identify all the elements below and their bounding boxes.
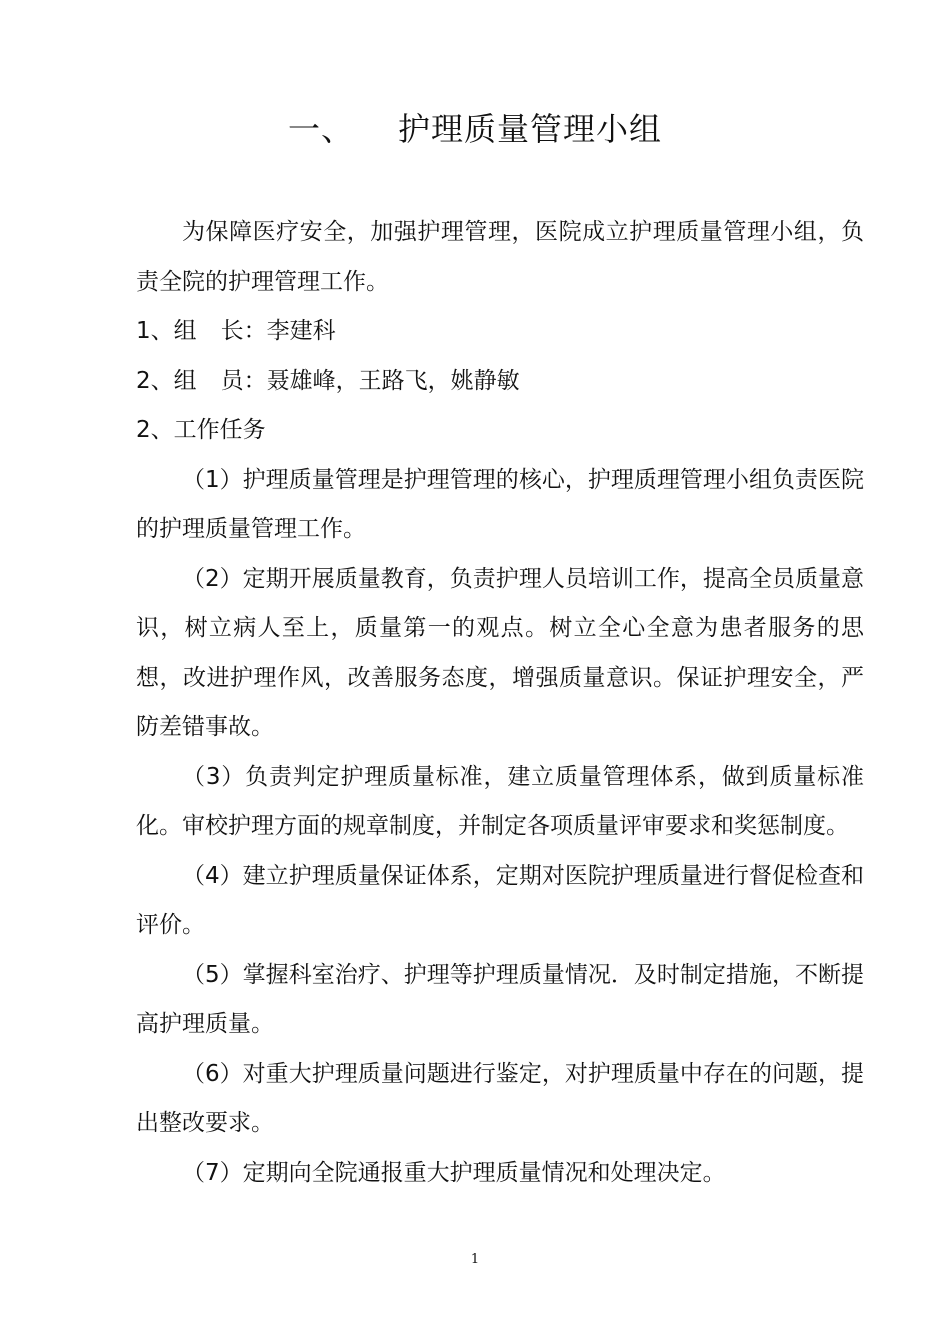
task-item-3: （3）负责判定护理质量标准，建立质量管理体系，做到质量标准化。审校护理方面的规章制度，并制定各项质量评审要求和奖惩制度。 (136, 763, 864, 839)
task-item-5: （5）掌握科室治疗、护理等护理质量情况．及时制定措施，不断提高护理质量。 (136, 961, 864, 1037)
intro-paragraph: 为保障医疗安全，加强护理管理，医院成立护理质量管理小组，负责全院的护理管理工作。 (136, 219, 864, 295)
task-item-2: （2）定期开展质量教育，负责护理人员培训工作，提高全员质量意识，树立病人至上，质量第一的观点。树立全心全意为患者服务的思想，改进护理作风，改善服务态度，增强质量意识。保证护理安全，严防差错事故。 (136, 565, 864, 740)
leader-prefix: 1、组 (136, 318, 197, 344)
title-text: 护理质量管理小组 (398, 110, 663, 148)
page-number: 1 (470, 1252, 480, 1267)
title-number: 一、 (287, 110, 354, 148)
leader-label: 长： (220, 318, 267, 344)
page-title (0, 104, 950, 150)
members-prefix: 2、组 (136, 367, 197, 394)
tasks-heading: 2、工作任务 (136, 417, 266, 443)
task-item-7: （7）定期向全院通报重大护理质量情况和处理决定。 (182, 1159, 726, 1186)
task-item-6: （6）对重大护理质量问题进行鉴定，对护理质量中存在的问题，提出整改要求。 (136, 1060, 864, 1136)
members-names: 聂雄峰，王路飞，姚静敏 (266, 367, 520, 394)
leader-name: 李建科 (266, 318, 336, 344)
document-body (136, 208, 864, 1198)
task-item-4: （4）建立护理质量保证体系，定期对医院护理质量进行督促检查和评价。 (136, 862, 864, 938)
members-line (136, 357, 864, 407)
task-item-1: （1）护理质量管理是护理管理的核心，护理质理管理小组负责医院的护理质量管理工作。 (136, 466, 864, 542)
members-label: 员： (220, 367, 267, 394)
leader-line (136, 307, 864, 357)
